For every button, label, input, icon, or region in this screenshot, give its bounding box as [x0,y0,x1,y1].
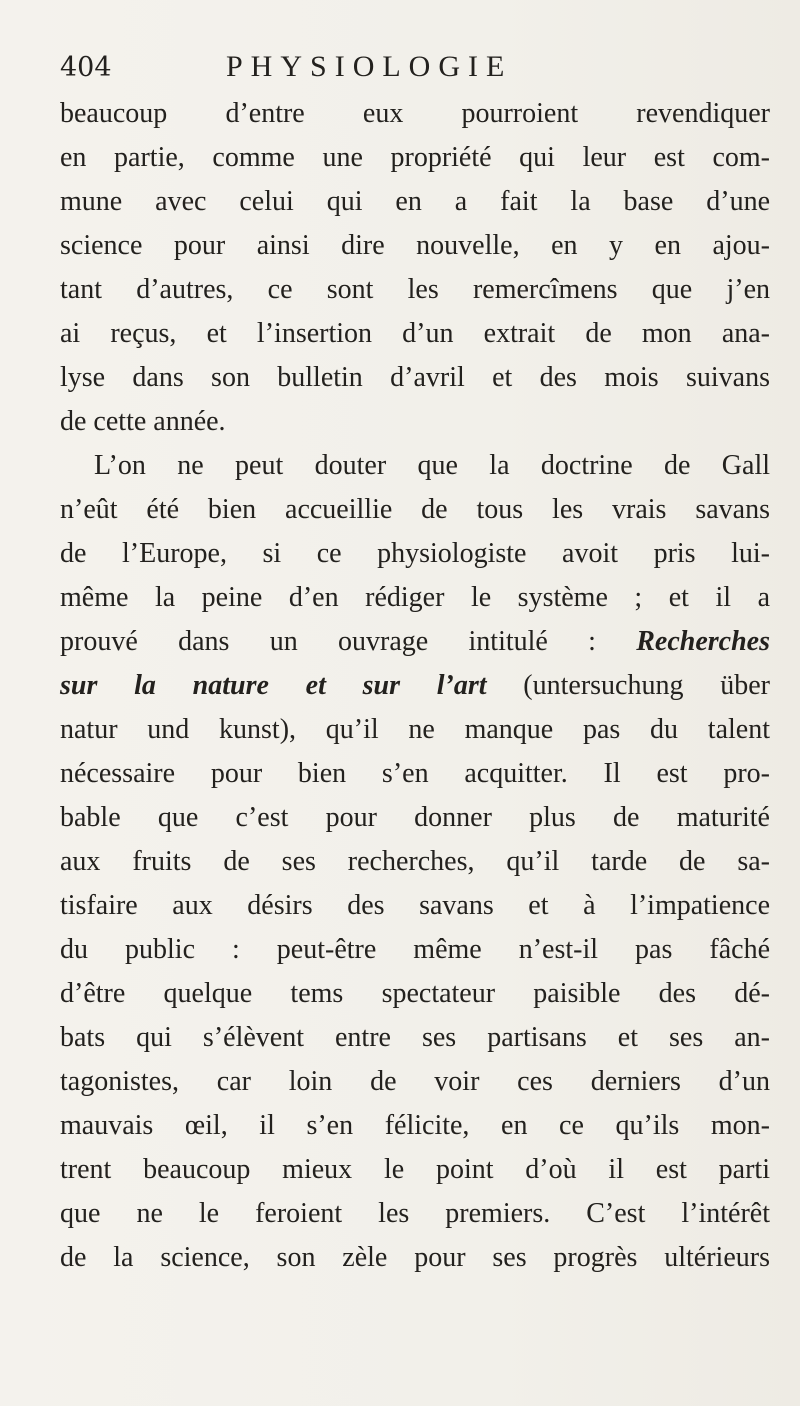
text-line [60,136,770,180]
text-line [60,92,770,136]
text-segment: prouvé dans un ouvrage intitulé : [60,626,637,657]
text-segment: mauvais œil, il s’en félicite, en ce qu’ils mon- [60,1110,770,1141]
text-line [60,400,770,444]
text-segment: trent beaucoup mieux le point d’où il est parti [60,1154,770,1185]
text-segment: aux fruits de ses recherches, qu’il tarde de sa- [60,846,770,877]
text-line [60,708,770,752]
text-line [60,532,770,576]
text-line [60,972,770,1016]
text-segment: d’être quelque tems spectateur paisible des dé- [60,978,770,1009]
text-segment: L’on ne peut douter que la doctrine de Gall [94,450,770,481]
text-line [60,1148,770,1192]
text-segment: que ne le feroient les premiers. C’est l’intérêt [60,1198,770,1229]
text-segment: ai reçus, et l’insertion d’un extrait de mon ana- [60,318,770,349]
text-line [60,224,770,268]
text-segment: natur und kunst), qu’il ne manque pas du talent [60,714,770,745]
text-line [60,356,770,400]
text-line [60,268,770,312]
text-segment: nécessaire pour bien s’en acquitter. Il est pro- [60,758,770,789]
text-line [60,312,770,356]
text-segment: (untersuchung über [486,670,770,701]
text-segment: bats qui s’élèvent entre ses partisans et ses an- [60,1022,770,1053]
text-line [60,1236,770,1280]
running-head [60,48,760,88]
text-segment: n’eût été bien accueillie de tous les vrais savans [60,494,770,525]
text-segment: lyse dans son bulletin d’avril et des mois suivans [60,362,770,393]
text-segment: mune avec celui qui en a fait la base d’une [60,186,770,217]
text-line [60,444,770,488]
running-title: PHYSIOLOGIE [226,50,513,83]
text-segment: beaucoup d’entre eux pourroient revendiquer [60,98,770,129]
text-line [60,1016,770,1060]
italic-title-segment: Recherches [636,626,770,657]
text-segment: de cette année. [60,406,226,437]
text-segment: science pour ainsi dire nouvelle, en y en ajou- [60,230,770,261]
text-segment: tagonistes, car loin de voir ces derniers d’un [60,1066,770,1097]
text-line [60,664,770,708]
text-line [60,884,770,928]
text-line [60,840,770,884]
page-number: 404 [60,52,112,83]
body-text [60,92,770,1280]
text-line [60,576,770,620]
text-line [60,1104,770,1148]
text-segment: du public : peut-être même n’est-il pas fâché [60,934,770,965]
text-segment: bable que c’est pour donner plus de maturité [60,802,770,833]
text-segment: tisfaire aux désirs des savans et à l’impatience [60,890,770,921]
italic-title-segment: sur la nature et sur l’art [60,670,487,701]
text-line [60,928,770,972]
text-line [60,620,770,664]
text-segment: même la peine d’en rédiger le système ; et il a [60,582,770,613]
text-line [60,1060,770,1104]
text-line [60,752,770,796]
text-segment: en partie, comme une propriété qui leur est com- [60,142,770,173]
text-line [60,796,770,840]
text-segment: de l’Europe, si ce physiologiste avoit pris lui- [60,538,770,569]
text-segment: tant d’autres, ce sont les remercîmens que j’en [60,274,770,305]
text-line [60,180,770,224]
text-line [60,488,770,532]
text-segment: de la science, son zèle pour ses progrès ultérieurs [60,1242,770,1273]
text-line [60,1192,770,1236]
